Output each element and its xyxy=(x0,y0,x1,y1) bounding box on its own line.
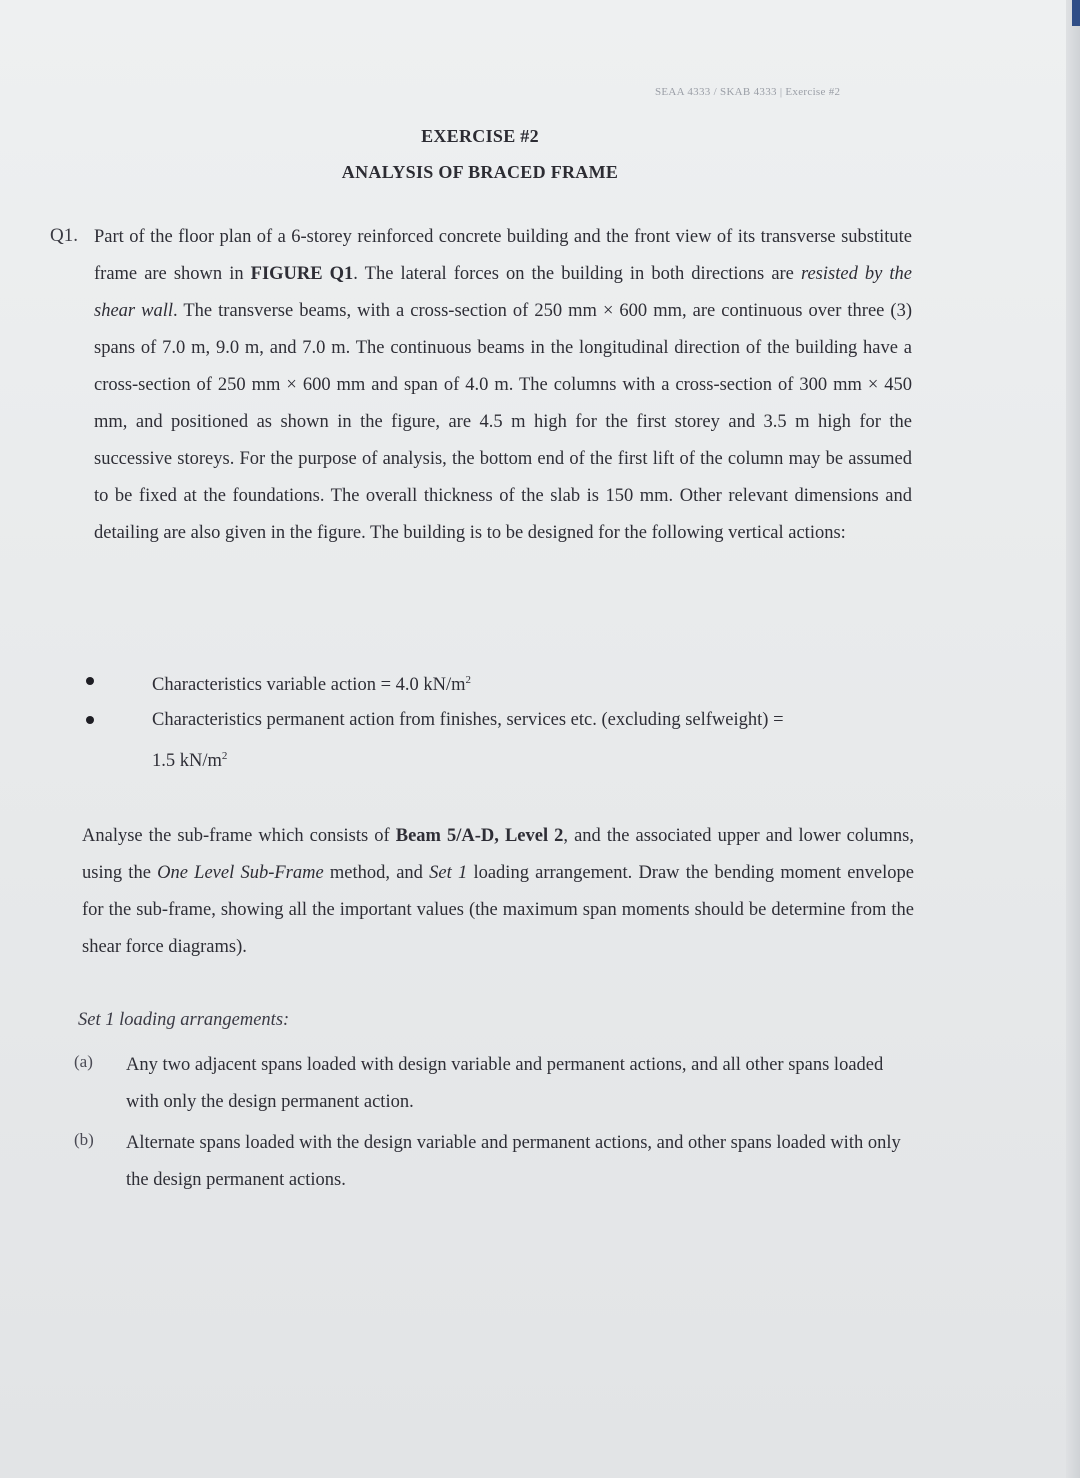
bullet-dot-2 xyxy=(86,716,94,724)
shear-wall-phrase: resisted by the shear wall xyxy=(94,264,912,321)
exercise-subtitle: ANALYSIS OF BRACED FRAME xyxy=(341,162,619,182)
question-text-2: . The lateral forces on the building in both directions are xyxy=(353,264,801,284)
bullet-1-text: Characteristics variable action = 4.0 kN/m xyxy=(152,675,466,696)
item-a-text: Any two adjacent spans loaded with design variable and permanent actions, and all other spans loaded with only the design permanent action. xyxy=(126,1055,884,1112)
analyse-paragraph xyxy=(82,818,914,966)
analyse-text-3: method, and xyxy=(323,863,430,883)
question-paragraph xyxy=(94,219,912,552)
bullet-2-sup: 2 xyxy=(221,750,228,762)
figure-reference: FIGURE Q1 xyxy=(250,264,354,284)
set-reference: Set 1 xyxy=(429,863,468,883)
beam-reference: Beam 5/A-D, Level 2 xyxy=(395,826,564,846)
bullet-1-sup: 2 xyxy=(465,674,472,686)
analyse-text-1: Analyse the sub-frame which consists of xyxy=(82,826,396,846)
bullet-permanent-action xyxy=(152,702,914,779)
bullet-variable-action xyxy=(152,662,914,703)
exercise-title: EXERCISE #2 xyxy=(421,126,539,146)
analyse-text-2: , and the associated upper and lower columns, using the xyxy=(82,826,914,883)
item-b-label: (b) xyxy=(74,1130,94,1149)
bullet-2-line-2: 1.5 kN/m xyxy=(152,751,222,772)
question-number: Q1. xyxy=(50,225,78,246)
page-edge xyxy=(1066,0,1080,1478)
question-text-3: . The transverse beams, with a cross-section of 250 mm × 600 mm, are continuous over three (3) spans of 7.0 m, 9.0 m, and 7.0 m. The continuous beams in the longitudinal direction of the building have a cross-section of 250 mm × 600 mm and span of 4.0 m. The columns with a cross-section of 300 mm × 450 mm, and positioned as shown in the figure, are 4.5 m high for the first storey and 3.5 m high for the successive storeys. For the purpose of analysis, the bottom end of the first lift of the column may be assumed to be fixed at the foundations. The overall thickness of the slab is 150 mm. Other relevant dimensions and detailing are also given in the figure. The building is to be designed for the following vertical actions: xyxy=(94,301,913,543)
corner-tab xyxy=(1072,0,1080,26)
method-name: One Level Sub-Frame xyxy=(157,863,324,883)
course-code-header: SEAA 4333 / SKAB 4333 | Exercise #2 xyxy=(655,86,841,98)
analyse-text-4: loading arrangement. Draw the bending moment envelope for the sub-frame, showing all the important values (the maximum span moments should be determine from the shear force diagrams). xyxy=(82,863,914,957)
bullet-2-line-1: Characteristics permanent action from finishes, services etc. (excluding selfweight) = xyxy=(152,710,784,730)
item-b-text: Alternate spans loaded with the design variable and permanent actions, and other spans loaded with only the design permanent actions. xyxy=(126,1133,901,1190)
question-text-1: Part of the floor plan of a 6-storey reinforced concrete building and the front view of its transverse substitute frame are shown in xyxy=(94,227,912,284)
set1-heading: Set 1 loading arrangements: xyxy=(78,1010,290,1030)
item-a-label: (a) xyxy=(74,1052,93,1071)
bullet-dot-1 xyxy=(86,677,94,685)
